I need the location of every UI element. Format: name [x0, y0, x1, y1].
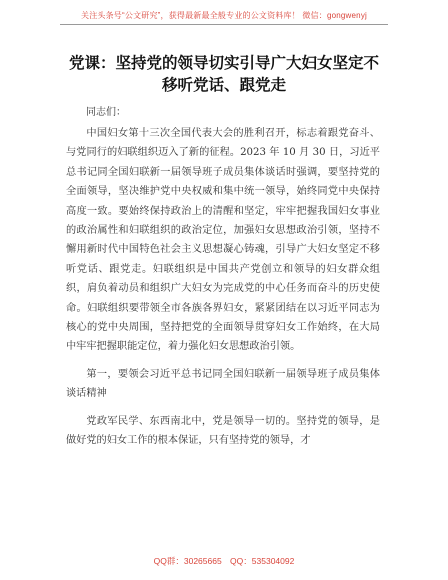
header-divider [60, 24, 388, 25]
section-heading: 第一，要领会习近平总书记同全国妇联新一届领导班子成员集体谈话精神 [66, 368, 380, 400]
title-line-2: 移听党话、跟党走 [161, 76, 286, 94]
title-line-1: 党课：坚持党的领导切实引导广大妇女坚定不 [68, 54, 379, 72]
document-body [66, 124, 380, 451]
header-banner: 关注头条号“公文研究”，获得最新最全般专业的公文资料库！ 微信：gongwenyj [81, 11, 367, 20]
footer-contact: QQ群：30265665 QQ：535304092 [153, 556, 295, 566]
paragraph: 党政军民学、东西南北中，党是领导一切的。坚持党的领导，是做好党的妇女工作的根本保证，只有坚持党的领导，才 [66, 415, 380, 447]
paragraph: 中国妇女第十三次全国代表大会的胜利召开，标志着跟党奋斗、与党同行的妇联组织迈入了新的征程。2023 年 10 月 30 日，习近平总书记同全国妇联新一届领导班子成员集体谈话时强调，要坚持党的全面领导，坚决维护党中央权威和集中统一领导，始终同党中央保持高度一致。要始终保持政治上的清醒和坚定，牢牢把握我国妇女事业的政治属性和妇联组织的政治定位，加强妇女思想政治引领，坚持不懈用新时代中国特色社会主义思想凝心铸魂，引导广大妇女坚定不移听党话、跟党走。妇联组织是中国共产党创立和领导的妇女群众组织，肩负着动员和组织广大妇女为完成党的中心任务而奋斗的历史使命。妇联组织要带领全市各族各界妇女，紧紧团结在以习近平同志为核心的党中央周围，坚持把党的全面领导贯穿妇女工作始终，在大局中牢牢把握职能定位，着力强化妇女思想政治引领。 [66, 128, 380, 353]
document-title [56, 52, 392, 96]
salutation: 同志们： [86, 107, 126, 118]
